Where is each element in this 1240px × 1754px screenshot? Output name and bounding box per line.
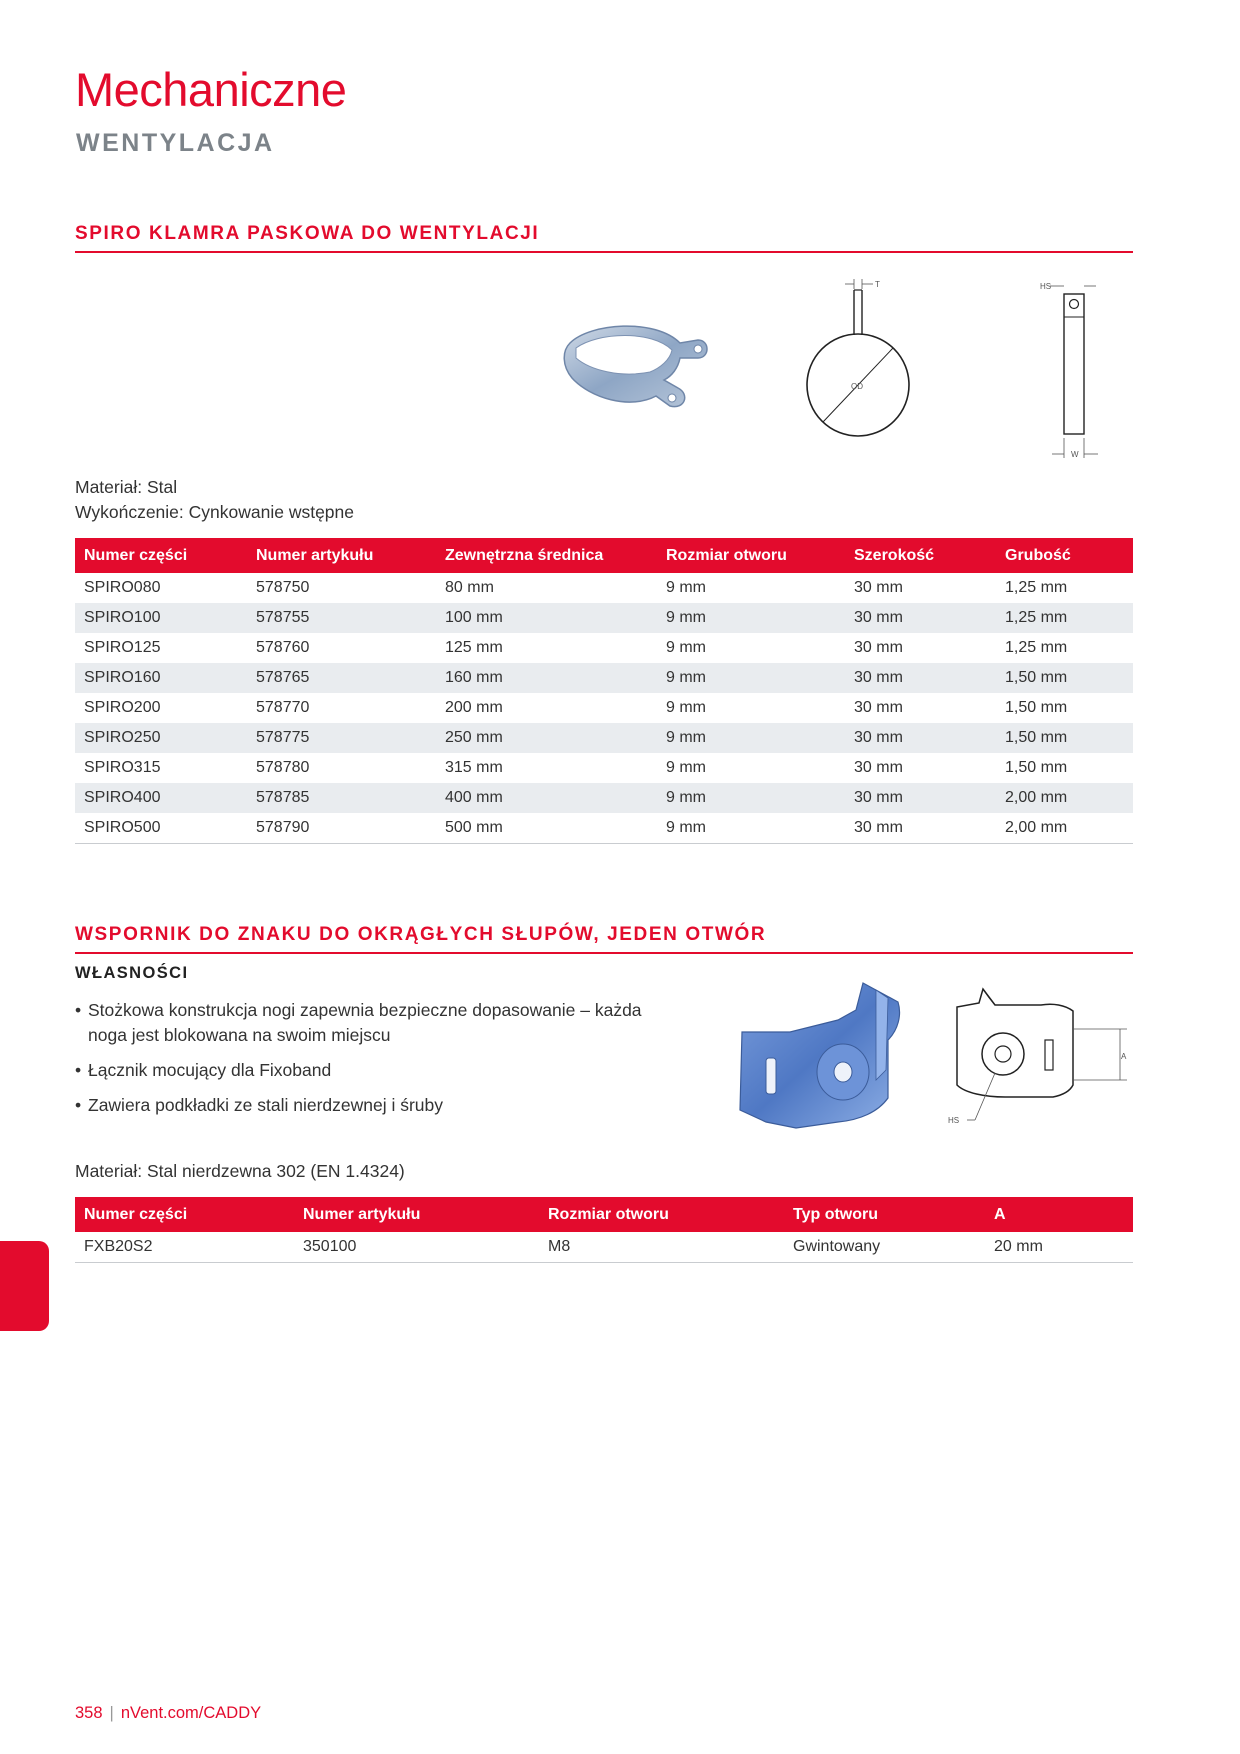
bracket-photo [738,980,908,1140]
table-cell: 1,50 mm [1005,759,1068,776]
table-cell: 9 mm [657,723,845,753]
list-item: • Łącznik mocujący dla Fixoband [75,1060,332,1080]
finish-text: Wykończenie: Cynkowanie wstępne [75,502,355,522]
table-row [75,603,1133,633]
table-cell: 30 mm [854,699,903,716]
table-row [75,633,1133,663]
column-header: Szerokość [845,538,996,573]
table-cell: 578775 [247,723,436,753]
table-cell: 9 mm [666,699,706,716]
material-text: Materiał: Stal nierdzewna 302 (EN 1.4324) [75,1161,405,1181]
material-text: Materiał: Stal [75,477,178,497]
spiro-clamp-photo [560,318,715,428]
table-cell: 30 mm [854,759,903,776]
table-cell: 500 mm [436,813,657,844]
table-cell: 80 mm [445,579,494,596]
dim-label-hs: HS [1040,282,1052,291]
spiro-spec-table [75,538,1133,844]
column-header: Numer części [75,538,247,573]
table-cell: 9 mm [657,603,845,633]
table-cell: SPIRO315 [84,759,161,776]
column-header: Typ otworu [784,1197,985,1232]
dim-label-t: T [875,280,880,289]
table-cell: 1,25 mm [1005,579,1068,596]
table-row [75,573,1133,603]
table-row [75,693,1133,723]
column-header: Grubość [996,538,1133,573]
footer-separator: | [109,1704,114,1722]
table-cell: 9 mm [657,663,845,693]
table-cell: 578755 [247,603,436,633]
column-header: Numer artykułu [294,1197,539,1232]
table-cell: SPIRO250 [75,723,247,753]
table-cell: 30 mm [845,723,996,753]
table-cell: 20 mm [985,1232,1133,1263]
table-cell: 30 mm [845,783,996,813]
table-cell: FXB20S2 [75,1232,294,1263]
table-cell: 30 mm [845,813,996,844]
table-row [75,1232,1133,1263]
table-cell: 350100 [294,1232,539,1263]
table-cell: 578780 [256,759,310,776]
table-cell: SPIRO200 [84,699,161,716]
table-cell: SPIRO100 [75,603,247,633]
table-cell: SPIRO080 [84,579,161,596]
table-cell: 2,00 mm [996,813,1133,844]
page-subtitle: WENTYLACJA [76,129,275,157]
table-cell: SPIRO400 [75,783,247,813]
table-cell: 100 mm [436,603,657,633]
table-cell: 250 mm [436,723,657,753]
table-cell: 160 mm [436,663,657,693]
table-row [75,753,1133,783]
table-cell: 1,50 mm [1005,699,1068,716]
table-cell: 578765 [247,663,436,693]
table-cell: 200 mm [445,699,503,716]
column-header: Zewnętrzna średnica [436,538,657,573]
page-number: 358 [75,1704,103,1722]
table-cell: 30 mm [845,663,996,693]
section-title-spiro: SPIRO KLAMRA PASKOWA DO WENTYLACJI [75,224,1133,253]
table-row [75,723,1133,753]
table-row [75,663,1133,693]
table-cell: 578760 [256,639,310,656]
bracket-drawing [945,985,1135,1145]
table-cell: 30 mm [854,639,903,656]
table-cell: 578770 [256,699,310,716]
dim-label-hs-bracket: HS [948,1116,960,1125]
table-cell: 315 mm [445,759,503,776]
table-cell: 9 mm [666,639,706,656]
spiro-side-drawing [1040,272,1105,462]
footer-site-link[interactable]: nVent.com/CADDY [120,1704,262,1722]
page-title: Mechaniczne [75,63,347,116]
table-cell: M8 [539,1232,784,1263]
table-cell: SPIRO500 [75,813,247,844]
table-cell: 9 mm [666,579,706,596]
table-cell: 9 mm [657,813,845,844]
table-cell: 30 mm [845,603,996,633]
dim-label-od: OD [851,382,863,391]
section-side-tab [0,1241,49,1331]
table-cell: 578750 [256,579,310,596]
table-cell: 400 mm [436,783,657,813]
table-row [75,783,1133,813]
dim-label-w: W [1071,450,1079,459]
table-cell: 30 mm [854,579,903,596]
table-header-row [75,1197,1133,1232]
table-cell: 9 mm [666,759,706,776]
properties-heading: WŁASNOŚCI [75,964,189,982]
table-cell: 578785 [247,783,436,813]
page-footer [75,1704,261,1723]
table-cell: 125 mm [445,639,503,656]
table-cell: 2,00 mm [996,783,1133,813]
table-cell: 1,25 mm [996,603,1133,633]
list-item: • Stożkowa konstrukcja nogi zapewnia bezpieczne dopasowanie – każda noga jest blokowana na swoim miejscu [75,1000,642,1045]
column-header: Rozmiar otworu [539,1197,784,1232]
table-header-row [75,538,1133,573]
column-header: Rozmiar otworu [657,538,845,573]
spiro-od-drawing [795,272,930,437]
table-cell: Gwintowany [784,1232,985,1263]
table-cell: 1,25 mm [1005,639,1068,656]
bracket-spec-table [75,1197,1133,1263]
table-cell: 1,50 mm [996,723,1133,753]
table-cell: 1,50 mm [996,663,1133,693]
column-header: Numer artykułu [247,538,436,573]
table-row [75,813,1133,844]
section-title-bracket: WSPORNIK DO ZNAKU DO OKRĄGŁYCH SŁUPÓW, JEDEN OTWÓR [75,925,1133,954]
table-cell: 9 mm [657,783,845,813]
table-cell: SPIRO160 [75,663,247,693]
column-header: A [985,1197,1133,1232]
table-cell: 578790 [247,813,436,844]
table-cell: SPIRO125 [84,639,161,656]
column-header: Numer części [75,1197,294,1232]
list-item: • Zawiera podkładki ze stali nierdzewnej i śruby [75,1095,444,1115]
dim-label-a: A [1121,1052,1127,1061]
